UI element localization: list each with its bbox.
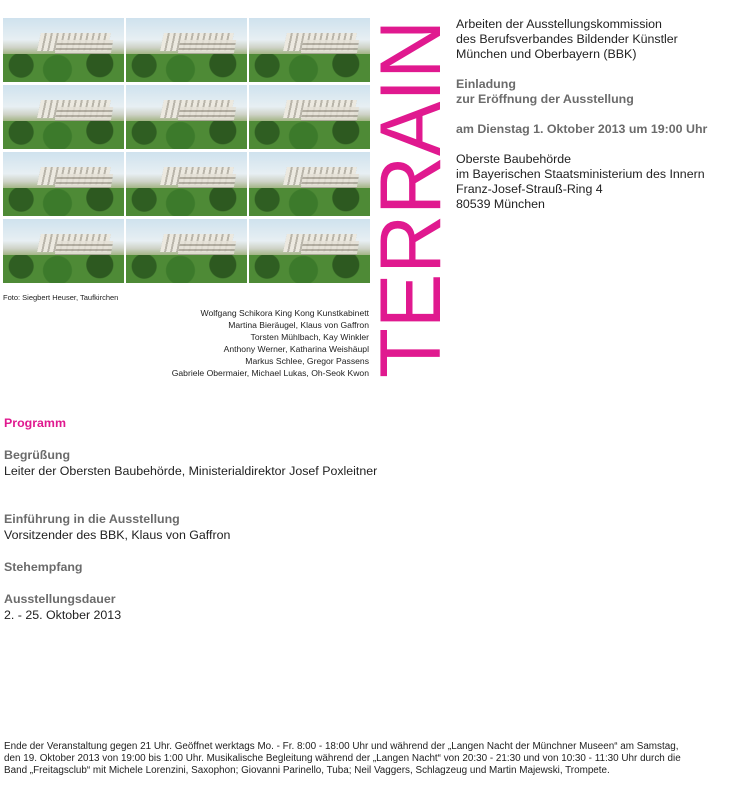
building-photo (126, 85, 247, 149)
terrain-title-text: TERRAIN (363, 0, 459, 378)
building-photo (3, 152, 124, 216)
footer-line: Ende der Veranstaltung gegen 21 Uhr. Geöffnet werktags Mo. - Fr. 8:00 - 18:00 Uhr und während der „Langen Nacht der Münchner Museen“ am Samstag, (4, 741, 679, 752)
building-photo (126, 18, 247, 82)
org-line: des Berufsverbandes Bildender Künstler (456, 32, 678, 46)
duration-heading: Ausstellungsdauer (4, 592, 116, 606)
artist-line: Gabriele Obermaier, Michael Lukas, Oh-Seok Kwon (171, 368, 369, 378)
venue-line: Franz-Josef-Strauß-Ring 4 (456, 182, 603, 196)
footer-line: Band „Freitagsclub“ mit Michele Lorenzini, Saxophon; Giovanni Parinello, Tuba; Neil Vaggers, Schlagzeug und Martin Majewski, Trompete. (4, 765, 610, 777)
building-photo-grid (3, 18, 370, 283)
intro-text: Vorsitzender des BBK, Klaus von Gaffron (4, 528, 231, 542)
photo-credit: Foto: Siegbert Heuser, Taufkirchen (3, 293, 119, 302)
artist-line: Torsten Mühlbach, Kay Winkler (250, 332, 369, 342)
program-title: Programm (4, 416, 66, 430)
artist-line: Wolfgang Schikora King Kong Kunstkabinett (200, 308, 369, 318)
venue-line: 80539 München (456, 197, 545, 211)
venue-line: Oberste Baubehörde (456, 152, 572, 166)
duration-section (4, 591, 121, 623)
artist-list (172, 307, 369, 379)
duration-text: 2. - 25. Oktober 2013 (4, 608, 122, 622)
building-photo (126, 219, 247, 283)
reception-section (4, 559, 82, 575)
greeting-section (4, 447, 377, 479)
invitation-subtitle: zur Eröffnung der Ausstellung (456, 92, 634, 106)
building-photo (3, 18, 124, 82)
org-line: München und Oberbayern (BBK) (456, 47, 637, 61)
footer-line: den 19. Oktober 2013 von 19:00 bis 1:00 Uhr. Musikalische Begleitung während der „Langen Nacht“ von 20:30 - 21:30 und von 10:30 - 11:30 Uhr durch die (4, 753, 681, 765)
invitation-label: Einladung (456, 77, 516, 91)
building-photo (126, 152, 247, 216)
greeting-text: Leiter der Obersten Baubehörde, Ministerialdirektor Josef Poxleitner (4, 464, 378, 478)
building-photo (3, 85, 124, 149)
building-photo (3, 219, 124, 283)
venue-line: im Bayerischen Staatsministerium des Innern (456, 167, 705, 181)
building-photo (249, 219, 370, 283)
intro-heading: Einführung in die Ausstellung (4, 512, 180, 526)
terrain-title (363, 0, 459, 380)
building-photo (249, 152, 370, 216)
invitation-header (456, 17, 707, 212)
intro-section (4, 511, 230, 543)
event-date: am Dienstag 1. Oktober 2013 um 19:00 Uhr (456, 122, 708, 136)
greeting-heading: Begrüßung (4, 448, 71, 462)
artist-line: Markus Schlee, Gregor Passens (245, 356, 369, 366)
org-line: Arbeiten der Ausstellungskommission (456, 17, 662, 31)
artist-line: Martina Bieräugel, Klaus von Gaffron (228, 320, 369, 330)
footer-notes (4, 741, 742, 778)
artist-line: Anthony Werner, Katharina Weishäupl (223, 344, 369, 354)
reception-heading: Stehempfang (4, 560, 83, 574)
building-photo (249, 85, 370, 149)
building-photo (249, 18, 370, 82)
